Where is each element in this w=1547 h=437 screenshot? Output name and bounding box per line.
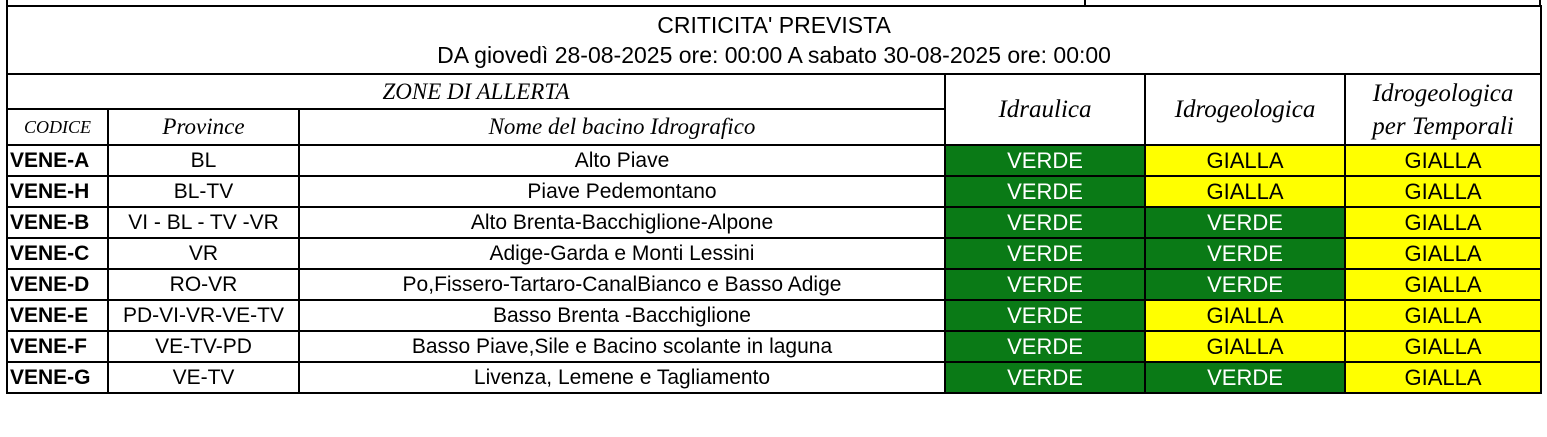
zone-group-header: ZONE DI ALLERTA	[7, 74, 945, 109]
zone-code: VENE-D	[7, 269, 108, 300]
col-header-provinces: Province	[108, 109, 299, 145]
bulletin-title: CRITICITA' PREVISTA	[657, 12, 891, 38]
zone-provinces: BL	[108, 145, 299, 176]
level-idrogeologica: GIALLA	[1145, 300, 1345, 331]
level-idraulica: VERDE	[945, 300, 1145, 331]
zone-provinces: VI - BL - TV -VR	[108, 207, 299, 238]
level-temporali: GIALLA	[1345, 300, 1541, 331]
zone-basin-name: Po,Fissero-Tartaro-CanalBianco e Basso Adige	[299, 269, 945, 300]
level-temporali: GIALLA	[1345, 269, 1541, 300]
zone-row-vene-b	[7, 207, 1541, 238]
level-idraulica: VERDE	[945, 176, 1145, 207]
zone-provinces: PD-VI-VR-VE-TV	[108, 300, 299, 331]
zone-code: VENE-E	[7, 300, 108, 331]
zone-row-vene-d	[7, 269, 1541, 300]
col-header-idraulica: Idraulica	[945, 74, 1145, 145]
zone-basin-name: Basso Piave,Sile e Bacino scolante in laguna	[299, 331, 945, 362]
zone-code: VENE-A	[7, 145, 108, 176]
zone-basin-name: Basso Brenta -Bacchiglione	[299, 300, 945, 331]
level-idraulica: VERDE	[945, 331, 1145, 362]
zone-provinces: BL-TV	[108, 176, 299, 207]
col-header-code: CODICE	[7, 109, 108, 145]
level-idrogeologica: VERDE	[1145, 269, 1345, 300]
level-temporali: GIALLA	[1345, 331, 1541, 362]
level-idrogeologica: GIALLA	[1145, 331, 1345, 362]
zone-row-vene-f	[7, 331, 1541, 362]
zone-row-vene-e	[7, 300, 1541, 331]
zone-provinces: VE-TV-PD	[108, 331, 299, 362]
col-header-temporali-line2: per Temporali	[1372, 112, 1514, 140]
level-idrogeologica: GIALLA	[1145, 176, 1345, 207]
zone-basin-name: Alto Brenta-Bacchiglione-Alpone	[299, 207, 945, 238]
level-temporali: GIALLA	[1345, 362, 1541, 393]
level-idraulica: VERDE	[945, 362, 1145, 393]
zone-row-vene-g	[7, 362, 1541, 393]
level-idrogeologica: VERDE	[1145, 207, 1345, 238]
zone-provinces: VR	[108, 238, 299, 269]
col-header-temporali	[1345, 74, 1541, 145]
zone-basin-name: Piave Pedemontano	[299, 176, 945, 207]
zone-row-vene-c	[7, 238, 1541, 269]
level-temporali: GIALLA	[1345, 207, 1541, 238]
zone-code: VENE-B	[7, 207, 108, 238]
zone-provinces: VE-TV	[108, 362, 299, 393]
zone-code: VENE-C	[7, 238, 108, 269]
zone-basin-name: Adige-Garda e Monti Lessini	[299, 238, 945, 269]
col-header-idrogeologica: Idrogeologica	[1145, 74, 1345, 145]
level-idraulica: VERDE	[945, 207, 1145, 238]
zone-basin-name: Alto Piave	[299, 145, 945, 176]
zone-code: VENE-H	[7, 176, 108, 207]
zone-code: VENE-G	[7, 362, 108, 393]
col-header-basin: Nome del bacino Idrografico	[299, 109, 945, 145]
bulletin-header	[7, 6, 1541, 74]
zone-code: VENE-F	[7, 331, 108, 362]
level-idraulica: VERDE	[945, 269, 1145, 300]
level-temporali: GIALLA	[1345, 145, 1541, 176]
bulletin-period: DA giovedì 28-08-2025 ore: 00:00 A sabato 30-08-2025 ore: 00:00	[437, 42, 1111, 68]
level-idraulica: VERDE	[945, 238, 1145, 269]
level-idrogeologica: GIALLA	[1145, 145, 1345, 176]
criticality-table	[6, 5, 1542, 394]
zone-row-vene-a	[7, 145, 1541, 176]
zone-provinces: RO-VR	[108, 269, 299, 300]
level-idraulica: VERDE	[945, 145, 1145, 176]
zone-basin-name: Livenza, Lemene e Tagliamento	[299, 362, 945, 393]
level-idrogeologica: VERDE	[1145, 238, 1345, 269]
zone-row-vene-h	[7, 176, 1541, 207]
level-temporali: GIALLA	[1345, 238, 1541, 269]
col-header-temporali-line1: Idrogeologica	[1372, 79, 1514, 107]
level-temporali: GIALLA	[1345, 176, 1541, 207]
level-idrogeologica: VERDE	[1145, 362, 1345, 393]
